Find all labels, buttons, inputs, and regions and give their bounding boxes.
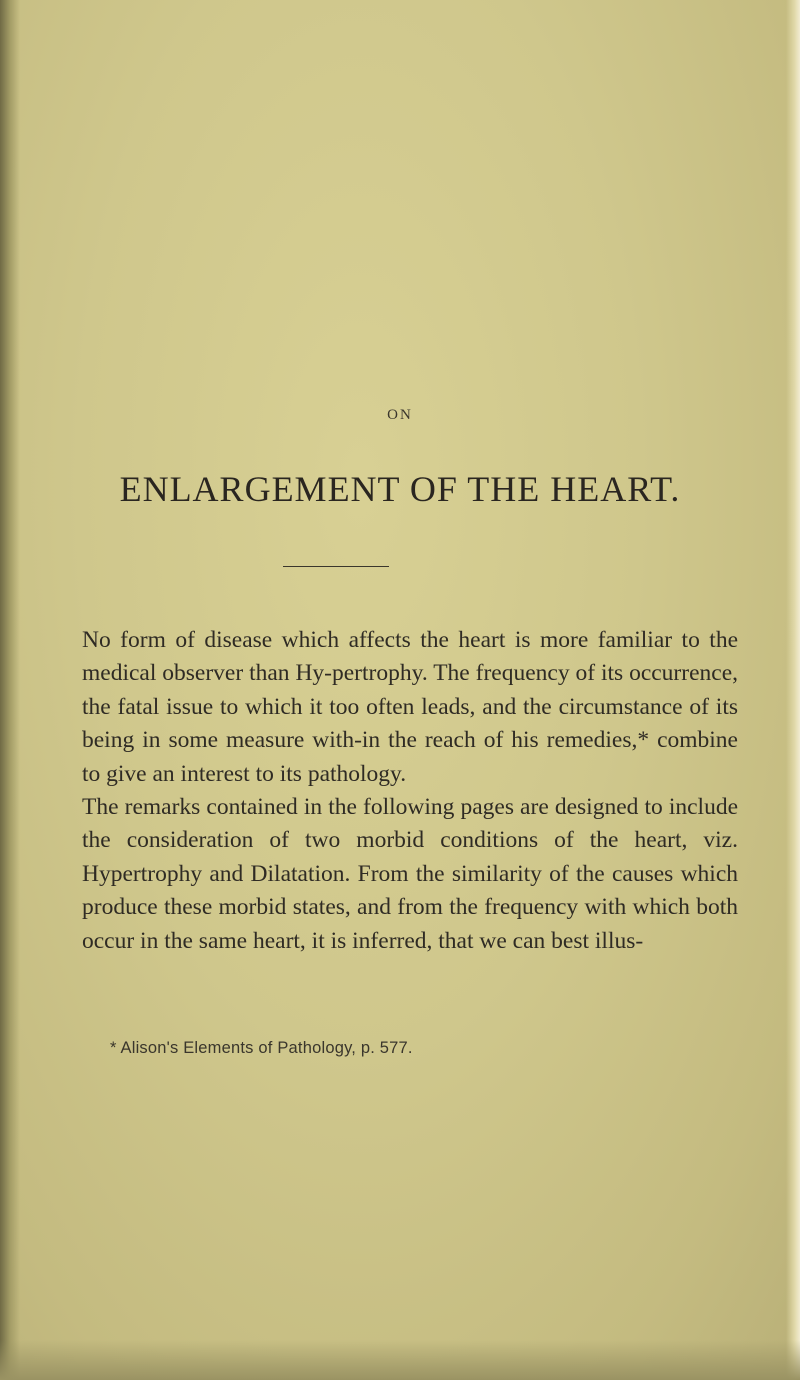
page-edge-highlight (786, 0, 800, 1380)
body-text (82, 624, 738, 958)
footnote: * Alison's Elements of Pathology, p. 577. (110, 1039, 413, 1057)
title-rule (283, 566, 389, 567)
paragraph-1: No form of disease which affects the heart is more familiar to the medical observer than Hy-pertrophy. The frequency of its occurrence, the fatal issue to which it too often leads, and the circumstance of its being in some measure with-in the reach of his remedies,* combine to give an interest to its pathology. (82, 627, 738, 787)
page-bottom-shadow (0, 1340, 800, 1380)
page-binding-shadow (0, 0, 20, 1380)
paragraph-2: The remarks contained in the following pages are designed to include the consideration of two morbid conditions of the heart, viz. Hypertrophy and Dilatation. From the similarity of the causes which produce these morbid states, and from the frequency with which both occur in the same heart, it is inferred, that we can best illus- (82, 794, 738, 954)
page-title: ENLARGEMENT OF THE HEART. (119, 469, 681, 509)
heading-on: ON (387, 407, 413, 423)
